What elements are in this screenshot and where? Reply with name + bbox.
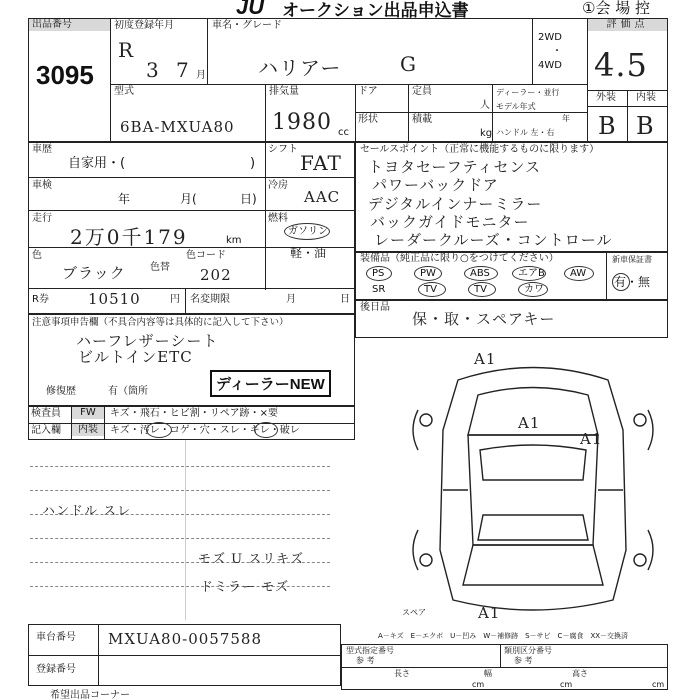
registration-number-label: 登録番号 xyxy=(36,664,76,675)
rating-label: 評価点 xyxy=(588,19,667,31)
footer-corner-label: 希望出品コーナー xyxy=(50,690,130,700)
selling-points-label: セールスポイント（正常に機能するものに限ります） xyxy=(360,144,600,155)
class-number-sub: 参 考 xyxy=(514,656,533,665)
lot-number-label: 出品番号 xyxy=(29,19,110,31)
inspection-month: 月( xyxy=(180,192,197,206)
length-unit: cm xyxy=(472,680,485,689)
notes-line-2: ビルトインETC xyxy=(78,348,193,366)
damage-mark-front: A1 xyxy=(474,350,497,368)
damage-legend: A－キズ E－エクボ U－凹み W－補修跡 S－サビ C－腐食 XX－交換済 xyxy=(378,632,629,640)
dealer-label: ディーラー・並行 xyxy=(496,88,560,97)
inspection-day: 日) xyxy=(240,192,257,206)
notes-line-1: ハーフレザーシート xyxy=(76,332,219,350)
model-code: 6BA-MXUA80 xyxy=(120,118,235,136)
shift-value: FAT xyxy=(300,151,342,175)
circle-ps xyxy=(366,266,392,281)
note-scratch: モズ U スリキズ xyxy=(198,552,304,567)
year-unit: 年 xyxy=(562,114,570,123)
scuff-circle xyxy=(254,422,278,438)
warranty-circle xyxy=(612,273,630,291)
name-change-day: 日 xyxy=(340,294,350,305)
handle-label: ハンドル 左・右 xyxy=(496,128,555,137)
circle-aw xyxy=(564,266,594,281)
spare-tire-label: スペア xyxy=(402,608,426,617)
chassis-number: MXUA80-0057588 xyxy=(108,630,263,648)
capacity-unit: 人 xyxy=(480,100,490,111)
selling-point-5: レーダークルーズ・コントロール xyxy=(374,231,613,249)
name-change-month: 月 xyxy=(286,294,296,305)
chassis-label: 車台番号 xyxy=(36,632,76,643)
door-label: ドア xyxy=(358,86,378,97)
class-number-label: 類別区分番号 xyxy=(504,646,552,655)
repair-history-value: 有（箇所 xyxy=(108,386,148,397)
mileage-value: 2万0千179 xyxy=(70,225,188,249)
first-registration-label: 初度登録年月 xyxy=(114,20,174,31)
inspector-label: 検査員 xyxy=(31,408,61,419)
circle-tv1 xyxy=(418,282,446,297)
selling-point-1: トヨタセーフティセンス xyxy=(368,158,542,176)
shape-label: 形状 xyxy=(358,114,378,125)
inspection-label: 車検 xyxy=(32,180,52,191)
auction-logo: JU xyxy=(236,0,265,19)
equip-airbag: エアB xyxy=(518,268,545,279)
circle-abs xyxy=(464,266,498,281)
equip-sr: SR xyxy=(372,284,386,295)
color-code-label: 色コード xyxy=(186,250,226,261)
rating-score: 4.5 xyxy=(594,46,648,84)
equipment-label: 装備品（純正品に限り○をつけてください） xyxy=(360,253,559,264)
fuel-circle xyxy=(284,223,330,240)
width-unit: cm xyxy=(560,680,573,689)
vehicle-name-label: 車名・グレード xyxy=(212,20,282,31)
equip-tv1: TV xyxy=(424,284,437,295)
circle-kawa xyxy=(518,282,548,297)
copy-label: ①会 場 控 xyxy=(582,0,650,17)
circle-airbag xyxy=(512,266,546,281)
inspection-year: 年 xyxy=(118,192,131,206)
equip-abs: ABS xyxy=(470,268,490,279)
mileage-unit: km xyxy=(226,235,242,246)
note-mirror: ドミラー モズ xyxy=(200,580,290,595)
interior-items: キズ・汚レ・コゲ・穴・スレ・キレ・破レ xyxy=(110,425,300,436)
fuel-gasoline: ガソリン xyxy=(288,226,328,237)
vehicle-grade: G xyxy=(400,52,417,76)
exterior-grade: B xyxy=(598,112,617,140)
name-change-label: 名変期限 xyxy=(190,294,230,305)
warranty-value: 有・無 xyxy=(614,275,651,289)
color-change-label: 色替 xyxy=(150,262,170,273)
lot-number: 3095 xyxy=(36,60,94,90)
load-label: 積載 xyxy=(412,114,432,125)
recycle-unit: 円 xyxy=(170,294,180,305)
fuel-options: 軽・油 xyxy=(290,246,327,260)
selling-point-3: デジタルインナーミラー xyxy=(368,195,543,213)
entry-label: 記入欄 xyxy=(31,425,61,436)
aircon-label: 冷房 xyxy=(268,180,288,191)
recycle-value: 10510 xyxy=(88,290,141,308)
later-items-value: 保・取・スペアキー xyxy=(412,310,556,328)
usage-close: ) xyxy=(250,156,256,171)
selling-point-2: パワーバックドア xyxy=(372,176,499,194)
equip-tv2: TV xyxy=(474,284,487,295)
color-code: 202 xyxy=(200,266,232,284)
color-value: ブラック xyxy=(62,264,126,282)
registration-era: R xyxy=(118,38,135,62)
displacement-label: 排気量 xyxy=(269,86,299,97)
height-unit: cm xyxy=(652,680,665,689)
length-label: 長さ xyxy=(394,669,410,678)
equip-kawa: カワ xyxy=(524,284,544,295)
shift-label: シフト xyxy=(268,144,298,155)
type-designation-label: 型式指定番号 xyxy=(346,646,394,655)
note-handle-scuff: ハンドル スレ xyxy=(42,504,132,519)
model-year-label: モデル年式 xyxy=(496,102,536,111)
width-label: 幅 xyxy=(484,669,492,678)
selling-point-4: バックガイドモニター xyxy=(370,213,530,231)
fw-items: キズ・飛石・ヒビ割・リペア跡・×要 xyxy=(110,408,278,419)
usage-value: 自家用・( xyxy=(68,156,126,171)
drive-2wd: 2WD xyxy=(538,32,562,43)
height-label: 高さ xyxy=(572,669,588,678)
displacement-value: 1980 xyxy=(272,110,332,135)
interior-row-label: 内装 xyxy=(72,424,104,436)
vehicle-name: ハリアー xyxy=(258,56,342,80)
drive-dot: ・ xyxy=(552,46,562,57)
mileage-label: 走行 xyxy=(32,213,52,224)
equip-aw: AW xyxy=(570,268,587,279)
damage-mark-right: A1 xyxy=(580,430,603,448)
recycle-label: R券 xyxy=(32,294,49,305)
interior-grade: B xyxy=(636,112,655,140)
type-designation-sub: 参 考 xyxy=(356,656,375,665)
displacement-unit: cc xyxy=(338,127,349,138)
registration-month: 7 xyxy=(176,58,190,82)
drive-4wd: 4WD xyxy=(538,60,562,71)
circle-pw xyxy=(414,266,442,281)
fuel-label: 燃料 xyxy=(268,213,288,224)
damage-mark-hood: A1 xyxy=(518,414,541,432)
model-code-label: 型式 xyxy=(114,86,134,97)
circle-tv2 xyxy=(468,282,496,297)
notes-label: 注意事項申告欄（不具合内容等は具体的に記入して下さい） xyxy=(32,317,289,328)
registration-year: 3 xyxy=(146,58,160,82)
car-damage-diagram xyxy=(398,350,668,630)
equip-pw: PW xyxy=(420,268,436,279)
load-unit: kg xyxy=(480,128,493,139)
damage-mark-rear: A1 xyxy=(478,604,501,622)
later-items-label: 後日品 xyxy=(360,302,390,313)
warranty-label: 新車保証書 xyxy=(612,255,652,264)
color-label: 色 xyxy=(32,250,42,261)
dealer-new-stamp: ディーラーNEW xyxy=(210,370,331,397)
aircon-value: AAC xyxy=(304,188,341,206)
repair-history-label: 修復歴 xyxy=(46,386,76,397)
equip-ps: PS xyxy=(372,268,385,279)
interior-label: 内装 xyxy=(636,92,656,103)
stain-circle xyxy=(146,422,172,438)
fw-label: FW xyxy=(72,407,104,419)
exterior-label: 外装 xyxy=(596,92,616,103)
month-unit: 月 xyxy=(196,70,206,81)
form-title: オークション出品申込書 xyxy=(282,1,469,21)
usage-label: 車歴 xyxy=(32,144,52,155)
capacity-label: 定員 xyxy=(412,86,432,97)
